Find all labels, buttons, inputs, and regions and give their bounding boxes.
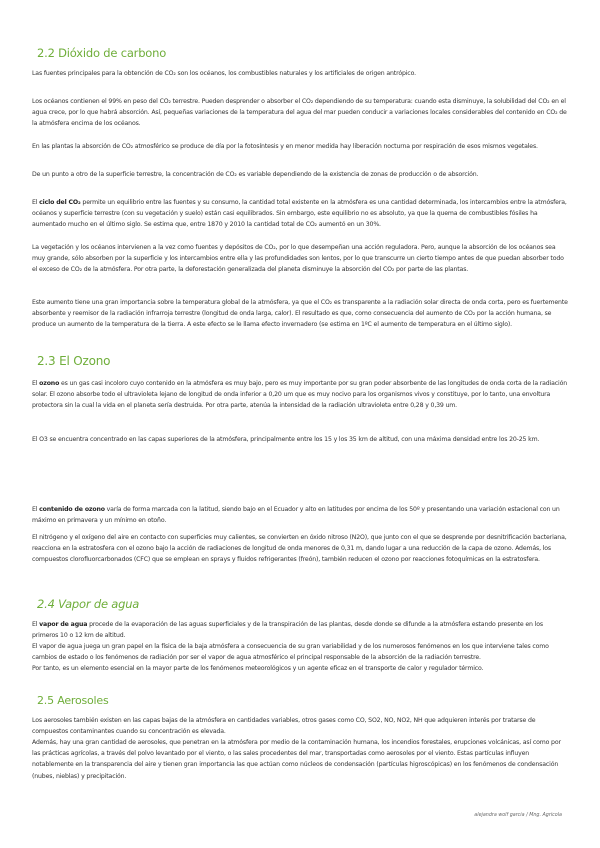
key-term: contenido de ozono — [39, 506, 105, 513]
text-run: El — [32, 380, 40, 387]
text-run: procede de la evaporación de las aguas superficiales y de la transpiración de las plantas, desde donde se difunde a la atmósfera estando presente en los primeros 10 o 12 km de altitud. — [32, 621, 543, 640]
text-run: varía de forma marcada con la latitud, siendo bajo en el Ecuador y alto en latitudes por encima de los 50º y presentando una variación estacional con un máximo en primavera y un mínimo en otoño. — [32, 506, 560, 525]
paragraph: Los aerosoles también existen en las capas bajas de la atmósfera en cantidades variables, otros gases como CO, SO2, NO, NO2, NH que adquieren interés por tratarse de compuestos contaminantes cuando su concentración es elevada. — [32, 717, 536, 736]
text-run: permite un equilibrio entre las fuentes y su consumo, la cantidad total existente en la atmósfera es una cantidad determinada, los intercambios entre la atmósfera, océanos y superficie terrestre (con su vegetación y suelo) están casi equilibrados. Sin embargo, este equilibrio no es absoluto, ya que la quema de combustibles fósiles ha aumentado mucho en el último siglo. Se estima que, entre 1870 y 2010 la cantidad total de CO₂ aumentó en un 30%. — [32, 199, 567, 229]
text-run: El — [32, 621, 40, 628]
paragraph — [32, 504, 570, 526]
page-footer: alejandra wolf garcia / Mng. Agricola — [474, 813, 562, 818]
key-term: ozono — [39, 380, 60, 387]
paragraph — [32, 619, 570, 641]
text-run: El — [32, 506, 40, 513]
key-term: ciclo del CO₂ — [39, 199, 81, 206]
paragraph: El vapor de agua juega un gran papel en la física de la baja atmósfera a consecuencia de su gran variabilidad y de los numerosos fenómenos en los que interviene tales como cambios de estado o los fenómenos de radiación por ser el vapor de agua atmosférico el principal responsable de la absorción de la radiación terrestre. — [32, 643, 549, 662]
section-heading-2-4: 2.4 Vapor de agua — [37, 597, 140, 611]
paragraph: En las plantas la absorción de CO₂ atmosférico se produce de día por la fotosíntesis y en menor medida hay liberación nocturna por respiración de esos mismos vegetales. — [32, 143, 538, 150]
paragraph — [32, 378, 570, 412]
section-heading-2-2: 2.2 Dióxido de carbono — [37, 46, 167, 60]
text-run: El — [32, 199, 40, 206]
paragraph — [32, 197, 570, 231]
paragraph: De un punto a otro de la superficie terrestre, la concentración de CO₂ es variable dependiendo de la existencia de zonas de producción o de absorción. — [32, 171, 479, 178]
paragraph: Los océanos contienen el 99% en peso del CO₂ terrestre. Pueden desprender o absorber el CO₂ dependiendo de su temperatura: cuando esta disminuye, la solubilidad del CO₂ en el agua crece, por lo que habrá absorción. Así, pequeñas variaciones de la temperatura del agua del mar pueden conducir a variaciones locales considerables del contenido en CO₂ de la atmósfera encima de los océanos. — [32, 98, 567, 128]
paragraph: Las fuentes principales para la obtención de CO₂ son los océanos, los combustibles naturales y los artificiales de origen antrópico. — [32, 70, 416, 77]
section-heading-2-5: 2.5 Aerosoles — [37, 694, 109, 707]
paragraph: Este aumento tiene una gran importancia sobre la temperatura global de la atmósfera, ya que el CO₂ es transparente a la radiación solar directa de onda corta, pero es fuertemente absorbente y reemisor de la radiación infrarroja terrestre (longitud de onda larga, calor). El resultado es que, como consecuencia del aumento de CO₂ por la acción humana, se produce un aumento de la temperatura de la tierra. A este efecto se le llama efecto invernadero (se estima en 1ºC el aumento de temperatura en el último siglo). — [32, 299, 568, 329]
paragraph: La vegetación y los océanos intervienen a la vez como fuentes y depósitos de CO₂, por lo que desempeñan una acción reguladora. Pero, aunque la absorción de los océanos sea muy grande, sólo absorben por la superficie y los intercambios entre ella y las profundidades son lentos, por lo que transcurre un cierto tiempo antes de que puedan absorber todo el exceso de CO₂ de la atmósfera. Por otra parte, la deforestación generalizada del planeta disminuye la absorción del CO₂ por parte de las plantas. — [32, 244, 564, 274]
section-heading-2-3: 2.3 El Ozono — [37, 354, 111, 368]
paragraph: El nitrógeno y el oxígeno del aire en contacto con superficies muy calientes, se convierten en óxido nitroso (N2O), que junto con el que se desprende por desnitrificación bacteriana, reacciona en la estratosfera con el ozono bajo la acción de radiaciones de longitud de onda menores de 0,31 m, dando lugar a una reducción de la capa de ozono. Además, los compuestos clorofluorcarbonados (CFC) que se emplean en sprays y fluidos refrigerantes (freón), también reducen el ozono por reacciones fotoquímicas en la estratosfera. — [32, 534, 567, 564]
paragraph: Además, hay una gran cantidad de aerosoles, que penetran en la atmósfera por medio de la contaminación humana, los incendios forestales, erupciones volcánicas, así como por las prácticas agrícolas, a través del polvo levantado por el viento, o las sales procedentes del mar, transportadas como aerosoles por el viento. Estas partículas influyen notablemente en la transparencia del aire y tienen gran importancia las que actúan como núcleos de condensación (partículas higroscópicas) en los fenómenos de condensación (nubes, nieblas) y precipitación. — [32, 739, 561, 780]
text-run: es un gas casi incoloro cuyo contenido en la atmósfera es muy bajo, pero es muy importante por su gran poder absorbente de las longitudes de onda corta de la radiación solar. El ozono absorbe todo el ultravioleta lejano de longitud de onda inferior a 0,20 um que es muy nocivo para los organismos vivos y constituye, por lo tanto, una envoltura protectora sin la cual la vida en el planeta sería destruida. Por otra parte, atenúa la intensidad de la radiación ultravioleta entre 0,28 y 0,39 um. — [32, 380, 568, 410]
paragraph: Por tanto, es un elemento esencial en la mayor parte de los fenómenos meteorológicos y un agente eficaz en el transporte de calor y regulador térmico. — [32, 665, 484, 672]
paragraph: El O3 se encuentra concentrado en las capas superiores de la atmósfera, principalmente entre los 15 y los 35 km de altitud, con una máxima densidad entre los 20-25 km. — [32, 436, 540, 443]
key-term: vapor de agua — [39, 621, 88, 628]
